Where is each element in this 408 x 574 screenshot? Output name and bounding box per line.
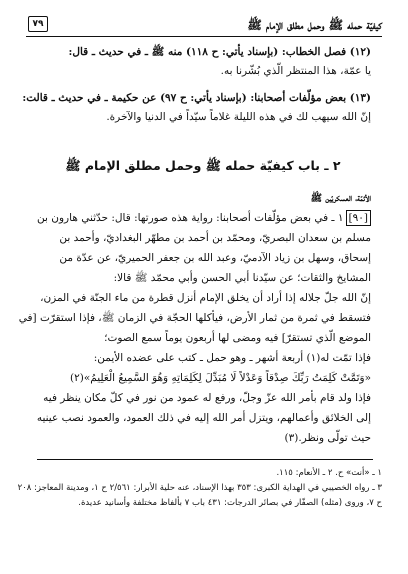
paragraph-line-5: إنّ الله جلّ جلاله إذا أراد أن يخلق الإمام أنزل قطرة من ماء الجنّة في المزن، (40, 292, 371, 304)
section-12-text: يا عمّة، هذا المنتظر الّذي بُشّرنا به. (220, 65, 371, 77)
footnote-line-1: ١ ـ «أنت» ح. ٢ ـ الأنعام: ١١٥. (276, 468, 382, 478)
paragraph-line-8: فإذا تمّت له(١) أربعة أشهر ـ وهو حمل ـ كتب على عضده الأيمن: (93, 352, 371, 364)
paragraph-line-3: إسحاق، وسهل بن زياد الآدميّ، وعبد الله بن جعفر الحميريّ، عن عدّة من (59, 252, 371, 264)
page-number: ٧٩ (28, 16, 48, 32)
paragraph-line-1 (35, 209, 371, 227)
footnote-divider (37, 459, 373, 460)
paragraph-line-11: إلى الخلائق وأعمالهم، ويتزل أمر الله إليه في ذلك العمود، والعمود نصب عينيه (36, 412, 371, 424)
section-13-title: (١٣) بعض مؤلّفات أصحابنا: (بإسناد يأتي: ح ٩٧) عن حكيمة ـ في حديث ـ قالت: (22, 92, 371, 104)
chapter-label: الأئمّة، العسكريّين ﷺ (310, 193, 371, 204)
paragraph-line-6: فتسقط في ثمرة من ثمار الأرض، فيأكلها الحجّة في الزمان ﷺ، فإذا استقرّت [في (18, 312, 371, 324)
header-divider (26, 36, 382, 37)
paragraph-line-2: مسلم بن سعدان البصريّ، ومحمّد بن أحمد بن مطهّر البغداديّ، وأحمد بن (59, 232, 371, 244)
footnote-line-3: ح ٧، وروى (مثله) الصفّار في بصائر الدرجات: ٤٣١ باب ٧ بألفاظ مختلفة وأسانيد عديدة. (78, 498, 382, 508)
section-13-text: إنّ الله سيهب لك في هذه الليلة غلاماً سيّداً في الدنيا والآخرة. (106, 111, 371, 123)
paragraph-line-9: «وَتَمَّتْ كَلِمَتُ رَبِّكَ صِدْقاً وَعَدْلاً لَا مُبَدِّلَ لِكَلِمَاتِهِ وَهُوَ السَّمِيعُ الْعَلِيمُ»(٢) (70, 372, 371, 384)
paragraph-line-4: المشايخ والثقات؛ عن سيّدنا أبي الحسن وأبي محمّد ﷺ قالا: (113, 272, 371, 284)
paragraph-line-12: حيث تولّى ونظر.(٣) (284, 432, 371, 444)
chapter-title: ٢ ـ باب كيفيّة حمله ﷺ وحمل مطلق الإمام ﷺ (65, 158, 341, 173)
footnote-line-2: ٣ ـ رواه الخصيبي في الهداية الكبرى: ٣٥٣ بهذا الإسناد، عنه حلية الأبرار: ٢/٥٦١ ح ١، ومدينة المعاجز: ٢٠٨ (17, 483, 382, 493)
section-12-title: (١٢) فصل الخطاب: (بإسناد يأتي: ح ١١٨) منه ﷺ ـ في حديث ـ قال: (68, 46, 371, 58)
paragraph-line-10: فإذا ولد قام بأمر الله عزّ وجلّ، ورفع له عمود من نور في كلّ مكان ينظر فيه (43, 392, 371, 404)
paragraph-line-1-text: ١ ـ في بعض مؤلّفات أصحابنا: رواية هذه صورتها: قال: حدّثني هارون بن (37, 212, 344, 224)
hadith-reference: [٩٠] (346, 210, 372, 226)
page-header (26, 15, 382, 37)
paragraph-line-7: الموضع الّذي تستقرّ] فيه ومضى لها أربعون يوماً سمع الصوت؛ (104, 332, 371, 344)
header-title: كيفيّة حمله ﷺ وحمل مطلق الإمام ﷺ (247, 18, 382, 32)
